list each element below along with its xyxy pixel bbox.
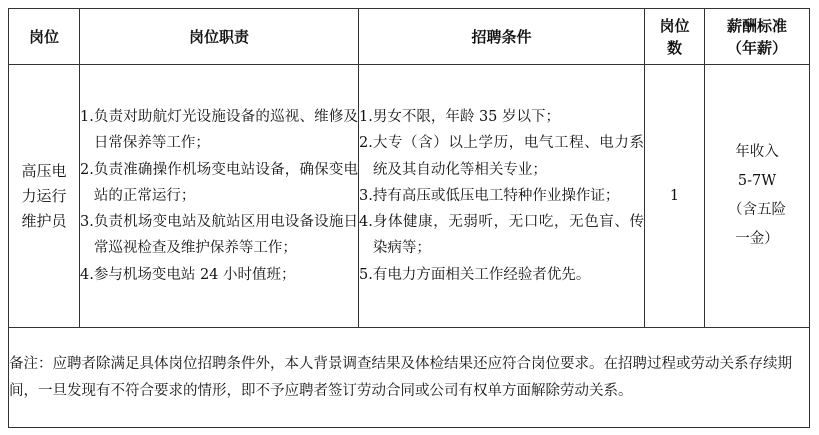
position-line: 维护员 (21, 211, 67, 230)
salary-line: 一金） (735, 231, 779, 247)
requirement-item (359, 104, 644, 130)
duties-list (80, 104, 358, 287)
note-cell (9, 328, 810, 428)
duty-item (80, 157, 358, 209)
header-row (9, 9, 810, 65)
requirement-item (359, 130, 644, 182)
note-text: 应聘者除满足具体岗位招聘条件外，本人背景调查结果及体检结果还应符合岗位要求。在招聘过程或劳动关系存续期间，一旦发现有不符合要求的情形，即不予应聘者签订劳动合同或公司有权单方面解除劳动关系。 (9, 355, 792, 399)
requirement-item (359, 183, 644, 209)
requirement-number: 4. (359, 214, 373, 231)
header-duties: 岗位职责 (80, 9, 359, 65)
requirements-list (359, 104, 644, 287)
duty-item (80, 262, 358, 288)
position-line: 高压电 (21, 161, 67, 180)
header-count-line2: 数 (666, 38, 682, 57)
job-row (9, 65, 810, 328)
count-cell: 1 (645, 65, 705, 328)
note-row (9, 328, 810, 428)
header-count (645, 9, 705, 65)
note-label: 备注： (9, 355, 53, 372)
duty-text: 负责对助航灯光设施设备的巡视、维修及日常保养等工作； (93, 109, 358, 152)
requirement-number: 1. (359, 109, 373, 126)
duty-number: 4. (80, 266, 94, 283)
salary-line: 年收入 (735, 144, 779, 160)
requirement-item (359, 209, 644, 261)
requirement-text: 持有高压或低压电工特种作业操作证； (372, 187, 620, 204)
requirement-text: 大专（含）以上学历，电气工程、电力系统及其自动化等相关专业； (372, 135, 644, 178)
requirement-number: 5. (359, 266, 373, 283)
requirement-number: 2. (359, 135, 373, 152)
requirement-item (359, 262, 644, 288)
header-count-line1: 岗位 (659, 16, 690, 35)
duty-number: 2. (80, 161, 94, 178)
position-line: 力运行 (21, 186, 67, 205)
salary-line: 5-7W (737, 173, 777, 189)
header-position: 岗位 (9, 9, 80, 65)
header-requirements: 招聘条件 (359, 9, 645, 65)
header-salary-line2: （年薪） (726, 38, 787, 57)
salary-line: （含五险 (728, 202, 786, 218)
header-salary-line1: 薪酬标准 (726, 16, 787, 35)
duties-cell (80, 65, 359, 328)
requirement-number: 3. (359, 187, 373, 204)
recruitment-table (8, 8, 810, 428)
requirement-text: 有电力方面相关工作经验者优先。 (372, 266, 591, 283)
requirements-cell (359, 65, 645, 328)
duty-number: 3. (80, 214, 94, 231)
requirement-text: 男女不限，年龄 35 岁以下； (372, 109, 561, 126)
salary-cell (705, 65, 810, 328)
duty-text: 负责机场变电站及航站区用电设备设施日常巡视检查及维护保养等工作； (93, 214, 358, 257)
position-cell (9, 65, 80, 328)
duty-text: 负责准确操作机场变电站设备，确保变电站的正常运行； (93, 161, 358, 204)
duty-number: 1. (80, 109, 94, 126)
requirement-text: 身体健康，无弱听，无口吃，无色盲、传染病等； (372, 214, 644, 257)
duty-item (80, 104, 358, 156)
duty-text: 参与机场变电站 24 小时值班； (93, 266, 296, 283)
duty-item (80, 209, 358, 261)
header-salary (705, 9, 810, 65)
